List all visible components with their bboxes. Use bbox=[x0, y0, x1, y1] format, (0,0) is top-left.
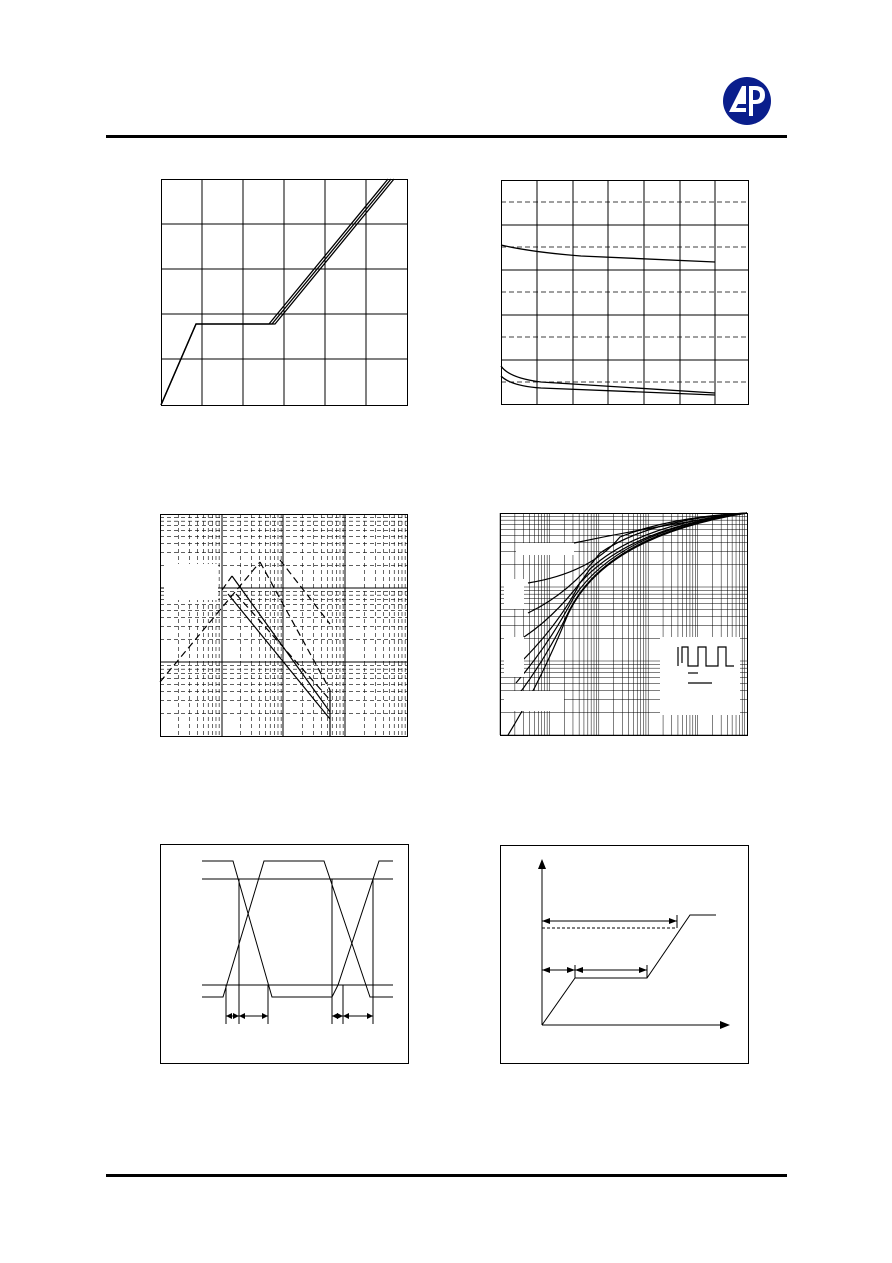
gate-charge-waveform-diagram bbox=[500, 845, 749, 1064]
safe-operating-area-chart bbox=[160, 514, 408, 737]
gate-charge-chart bbox=[161, 179, 408, 406]
capacitance-chart bbox=[501, 180, 749, 405]
header-rule bbox=[106, 135, 787, 138]
company-logo-icon bbox=[722, 76, 772, 126]
switching-waveform-diagram bbox=[160, 844, 409, 1064]
footer-rule bbox=[106, 1174, 787, 1177]
transient-thermal-chart bbox=[500, 513, 748, 736]
